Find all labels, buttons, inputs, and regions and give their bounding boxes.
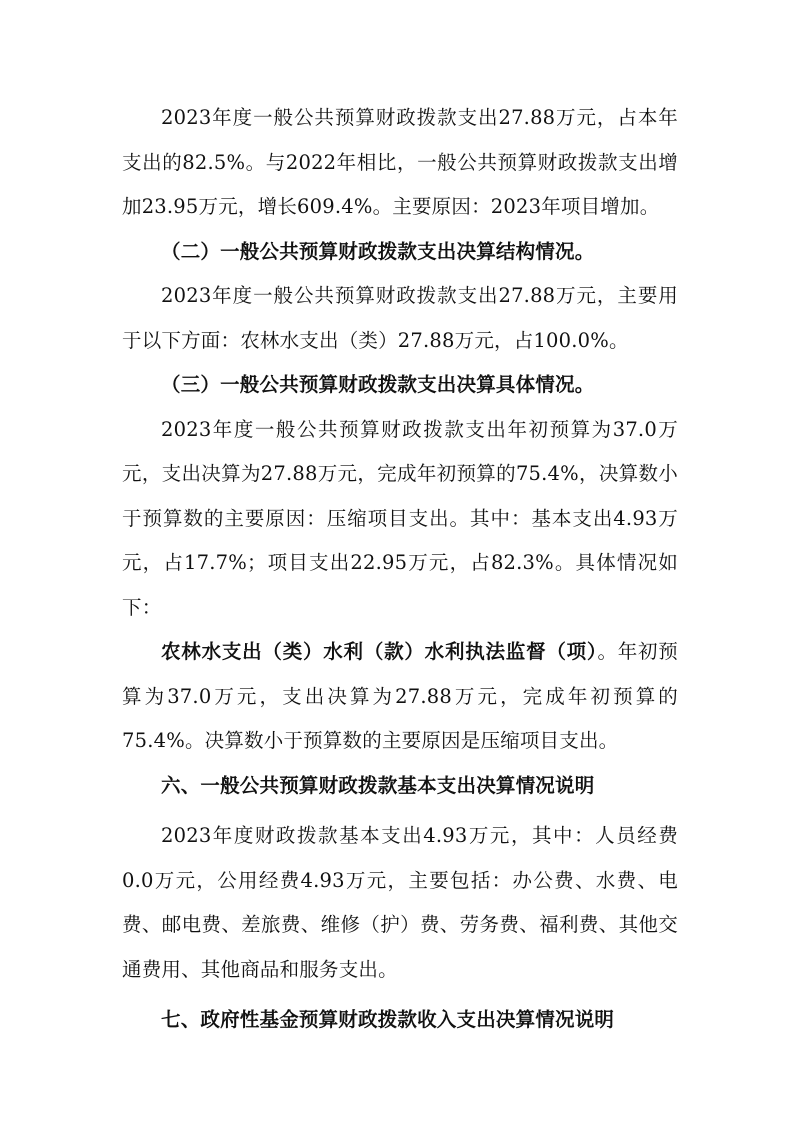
paragraph-item-water [122,630,678,764]
paragraph-expenditure-summary: 2023年度一般公共预算财政拨款支出27.88万元，占本年支出的82.5%。与2022年相比，一般公共预算财政拨款支出增加23.95万元，增长609.4%。主要原因：2023年项目增加。 [122,106,678,218]
item-title-water-enforcement: 农林水支出（类）水利（款）水利执法监督（项） [161,640,598,663]
paragraph-basic-expenditure: 2023年度财政拨款基本支出4.93万元，其中：人员经费0.0万元，公用经费4.93万元，主要包括：办公费、水费、电费、邮电费、差旅费、维修（护）费、劳务费、福利费、其他交通费用、其他商品和服务支出。 [122,824,678,981]
section-heading-details: （三）一般公共预算财政拨款支出决算具体情况。 [161,373,595,396]
paragraph-structure: 2023年度一般公共预算财政拨款支出27.88万元，主要用于以下方面：农林水支出（类）27.88万元，占100.0%。 [122,284,678,352]
item-body-water-enforcement: 。年初预算为37.0万元，支出决算为27.88万元，完成年初预算的75.4%。决算数小于预算数的主要原因是压缩项目支出。 [122,640,678,752]
section-heading-six: 六、一般公共预算财政拨款基本支出决算情况说明 [161,773,595,797]
document-body [122,96,678,1043]
paragraph-details: 2023年度一般公共预算财政拨款支出年初预算为37.0万元，支出决算为27.88万元，完成年初预算的75.4%，决算数小于预算数的主要原因：压缩项目支出。其中：基本支出4.93万元，占17.7%；项目支出22.95万元，占82.3%。具体情况如下： [122,417,678,619]
section-heading-seven: 七、政府性基金预算财政拨款收入支出决算情况说明 [161,1008,615,1031]
section-heading-structure: （二）一般公共预算财政拨款支出决算结构情况。 [161,239,595,263]
